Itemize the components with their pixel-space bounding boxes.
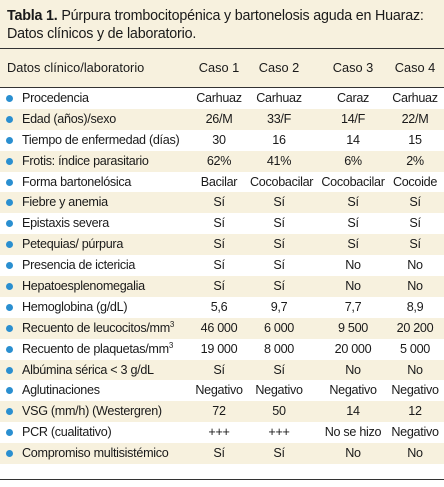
- table-row: [0, 297, 444, 318]
- bullet-icon: [6, 158, 13, 165]
- cell-caso-2: 41%: [266, 153, 292, 168]
- cell-caso-1: Sí: [213, 258, 225, 273]
- column-header-label: Datos clínico/laboratorio: [7, 60, 145, 75]
- cell-caso-1: Sí: [213, 279, 225, 294]
- cell-caso-3: Sí: [347, 237, 359, 252]
- row-label: Hepatoesplenomegalia: [22, 279, 145, 294]
- cell-caso-2: Negativo: [255, 383, 303, 398]
- row-label: VSG (mm/h) (Westergren): [22, 404, 162, 419]
- cell-caso-2: Sí: [273, 216, 285, 231]
- bullet-icon: [6, 367, 13, 374]
- cell-caso-1: 46 000: [200, 320, 238, 335]
- table-row: [0, 318, 444, 339]
- cell-caso-3: 7,7: [344, 299, 362, 314]
- cell-caso-2: Sí: [273, 446, 285, 461]
- cell-caso-1: Carhuaz: [196, 91, 242, 105]
- cell-caso-3: Sí: [347, 216, 359, 231]
- table-header-row: [0, 48, 444, 88]
- row-label: Recuento de leucocitos/$mm^3$: [22, 319, 175, 335]
- column-header-caso-1: Caso 1: [198, 60, 240, 75]
- caption-line-1: Púrpura trombocitopénica y bartonelosis aguda en Huaraz:: [57, 8, 424, 24]
- cell-caso-4: Cocoide: [392, 174, 438, 189]
- cell-caso-3: No: [345, 258, 361, 273]
- bullet-icon: [6, 346, 13, 353]
- cell-caso-3: 9 500: [337, 320, 368, 335]
- cell-caso-4: 5 000: [399, 341, 430, 356]
- bullet-icon: [6, 429, 13, 436]
- cell-caso-1: 30: [212, 132, 226, 147]
- row-label: Compromiso multisistémico: [22, 446, 169, 461]
- cell-caso-1: 26/M: [205, 111, 233, 126]
- row-label: Epistaxis severa: [22, 216, 109, 231]
- table-row: [0, 255, 444, 276]
- table-row: [0, 401, 444, 422]
- row-label: Hemoglobina (g/dL): [22, 299, 128, 314]
- cell-caso-4: 15: [408, 132, 422, 147]
- cell-caso-4: 12: [408, 404, 422, 419]
- cell-caso-2: 33/F: [267, 111, 291, 126]
- cell-caso-1: Sí: [213, 362, 225, 377]
- row-label: Albúmina sérica < 3 g/dL: [22, 362, 154, 377]
- column-header-caso-2: Caso 2: [258, 60, 300, 75]
- bullet-icon: [6, 450, 13, 457]
- cell-caso-4: No: [407, 258, 423, 273]
- cell-caso-4: Sí: [409, 195, 421, 210]
- cell-caso-1: 5,6: [210, 299, 228, 314]
- table-row: [0, 276, 444, 297]
- cell-caso-3: Negativo: [329, 383, 377, 398]
- table-row: [0, 151, 444, 172]
- table-number: Tabla 1.: [7, 8, 58, 24]
- cell-caso-4: 2%: [406, 153, 424, 168]
- cell-caso-1: Sí: [213, 446, 225, 461]
- caption-line-2: Datos clínicos y de laboratorio.: [7, 26, 197, 42]
- cell-caso-2: Sí: [273, 362, 285, 377]
- cell-caso-4: No: [407, 362, 423, 377]
- cell-caso-3: 14: [346, 132, 360, 147]
- table-row: [0, 234, 444, 255]
- bullet-icon: [6, 408, 13, 415]
- cell-caso-4: Sí: [409, 237, 421, 252]
- table-row: [0, 339, 444, 360]
- cell-caso-4: 8,9: [406, 299, 424, 314]
- cell-caso-3: 14/F: [341, 111, 365, 126]
- row-label: Recuento de plaquetas/$mm^3$: [22, 340, 173, 356]
- row-label: PCR (cualitativo): [22, 425, 112, 440]
- cell-caso-3: Caraz: [336, 91, 370, 105]
- bullet-icon: [6, 116, 13, 123]
- bullet-icon: [6, 199, 13, 206]
- cell-caso-2: +++: [268, 425, 290, 440]
- cell-caso-4: 20 200: [396, 320, 434, 335]
- bullet-icon: [6, 220, 13, 227]
- cell-caso-2: 9,7: [270, 299, 288, 314]
- bullet-icon: [6, 137, 13, 144]
- table-row: [0, 192, 444, 213]
- row-label: Aglutinaciones: [22, 383, 100, 398]
- cell-caso-2: Sí: [273, 279, 285, 294]
- table-row: [0, 380, 444, 401]
- bullet-icon: [6, 283, 13, 290]
- cell-caso-1: 19 000: [200, 341, 238, 356]
- cell-caso-3: No: [345, 446, 361, 461]
- table-row: [0, 360, 444, 381]
- cell-caso-4: Negativo: [391, 425, 439, 440]
- table-caption: [0, 0, 444, 48]
- cell-caso-1: Sí: [213, 216, 225, 231]
- cell-caso-2: 6 000: [263, 320, 294, 335]
- bullet-icon: [6, 262, 13, 269]
- row-label: Edad (años)/sexo: [22, 111, 116, 126]
- table-body: [0, 88, 444, 464]
- cell-caso-4: Carhuaz: [392, 91, 438, 105]
- cell-caso-2: Sí: [273, 258, 285, 273]
- cell-caso-2: Sí: [273, 195, 285, 210]
- bullet-icon: [6, 387, 13, 394]
- cell-caso-3: 6%: [344, 153, 362, 168]
- table-row: [0, 109, 444, 130]
- cell-caso-3: No se hizo: [324, 425, 382, 440]
- cell-caso-1: 72: [212, 404, 226, 419]
- cell-caso-3: No: [345, 279, 361, 294]
- cell-caso-3: No: [345, 362, 361, 377]
- row-label: Frotis: índice parasitario: [22, 153, 149, 168]
- row-label: Petequias/ púrpura: [22, 237, 124, 252]
- cell-caso-3: 14: [346, 404, 360, 419]
- cell-caso-1: 62%: [206, 153, 232, 168]
- cell-caso-3: 20 000: [334, 341, 372, 356]
- cell-caso-1: Sí: [213, 195, 225, 210]
- cell-caso-4: Negativo: [391, 383, 439, 398]
- cell-caso-1: +++: [208, 425, 230, 440]
- cell-caso-2: Carhuaz: [256, 91, 302, 105]
- bullet-icon: [6, 179, 13, 186]
- row-label: Presencia de ictericia: [22, 258, 136, 273]
- table-row: [0, 88, 444, 109]
- cell-caso-1: Sí: [213, 237, 225, 252]
- cell-caso-2: Sí: [273, 237, 285, 252]
- cell-caso-3: Cocobacilar: [321, 174, 385, 189]
- cell-caso-1: Bacilar: [200, 174, 238, 189]
- cell-caso-2: 16: [272, 132, 286, 147]
- table-row: [0, 213, 444, 234]
- bullet-icon: [6, 95, 13, 102]
- bottom-rule: [0, 479, 444, 480]
- row-label: Fiebre y anemia: [22, 195, 108, 210]
- cell-caso-2: 8 000: [263, 341, 294, 356]
- bullet-icon: [6, 325, 13, 332]
- column-header-caso-3: Caso 3: [332, 60, 374, 75]
- column-header-caso-4: Caso 4: [394, 60, 436, 75]
- cell-caso-4: Sí: [409, 216, 421, 231]
- table-row: [0, 443, 444, 464]
- table-row: [0, 172, 444, 193]
- table-row: [0, 422, 444, 443]
- table-row: [0, 130, 444, 151]
- cell-caso-3: Sí: [347, 195, 359, 210]
- cell-caso-4: 22/M: [401, 111, 429, 126]
- bullet-icon: [6, 241, 13, 248]
- bullet-icon: [6, 304, 13, 311]
- cell-caso-2: Cocobacilar: [250, 174, 314, 189]
- cell-caso-2: 50: [272, 404, 286, 419]
- row-label: Forma bartonelósica: [22, 174, 132, 189]
- cell-caso-1: Negativo: [195, 383, 243, 398]
- cell-caso-4: No: [407, 279, 423, 294]
- cell-caso-4: No: [407, 446, 423, 461]
- row-label: Tiempo de enfermedad (días): [22, 132, 180, 147]
- row-label: Procedencia: [22, 91, 89, 105]
